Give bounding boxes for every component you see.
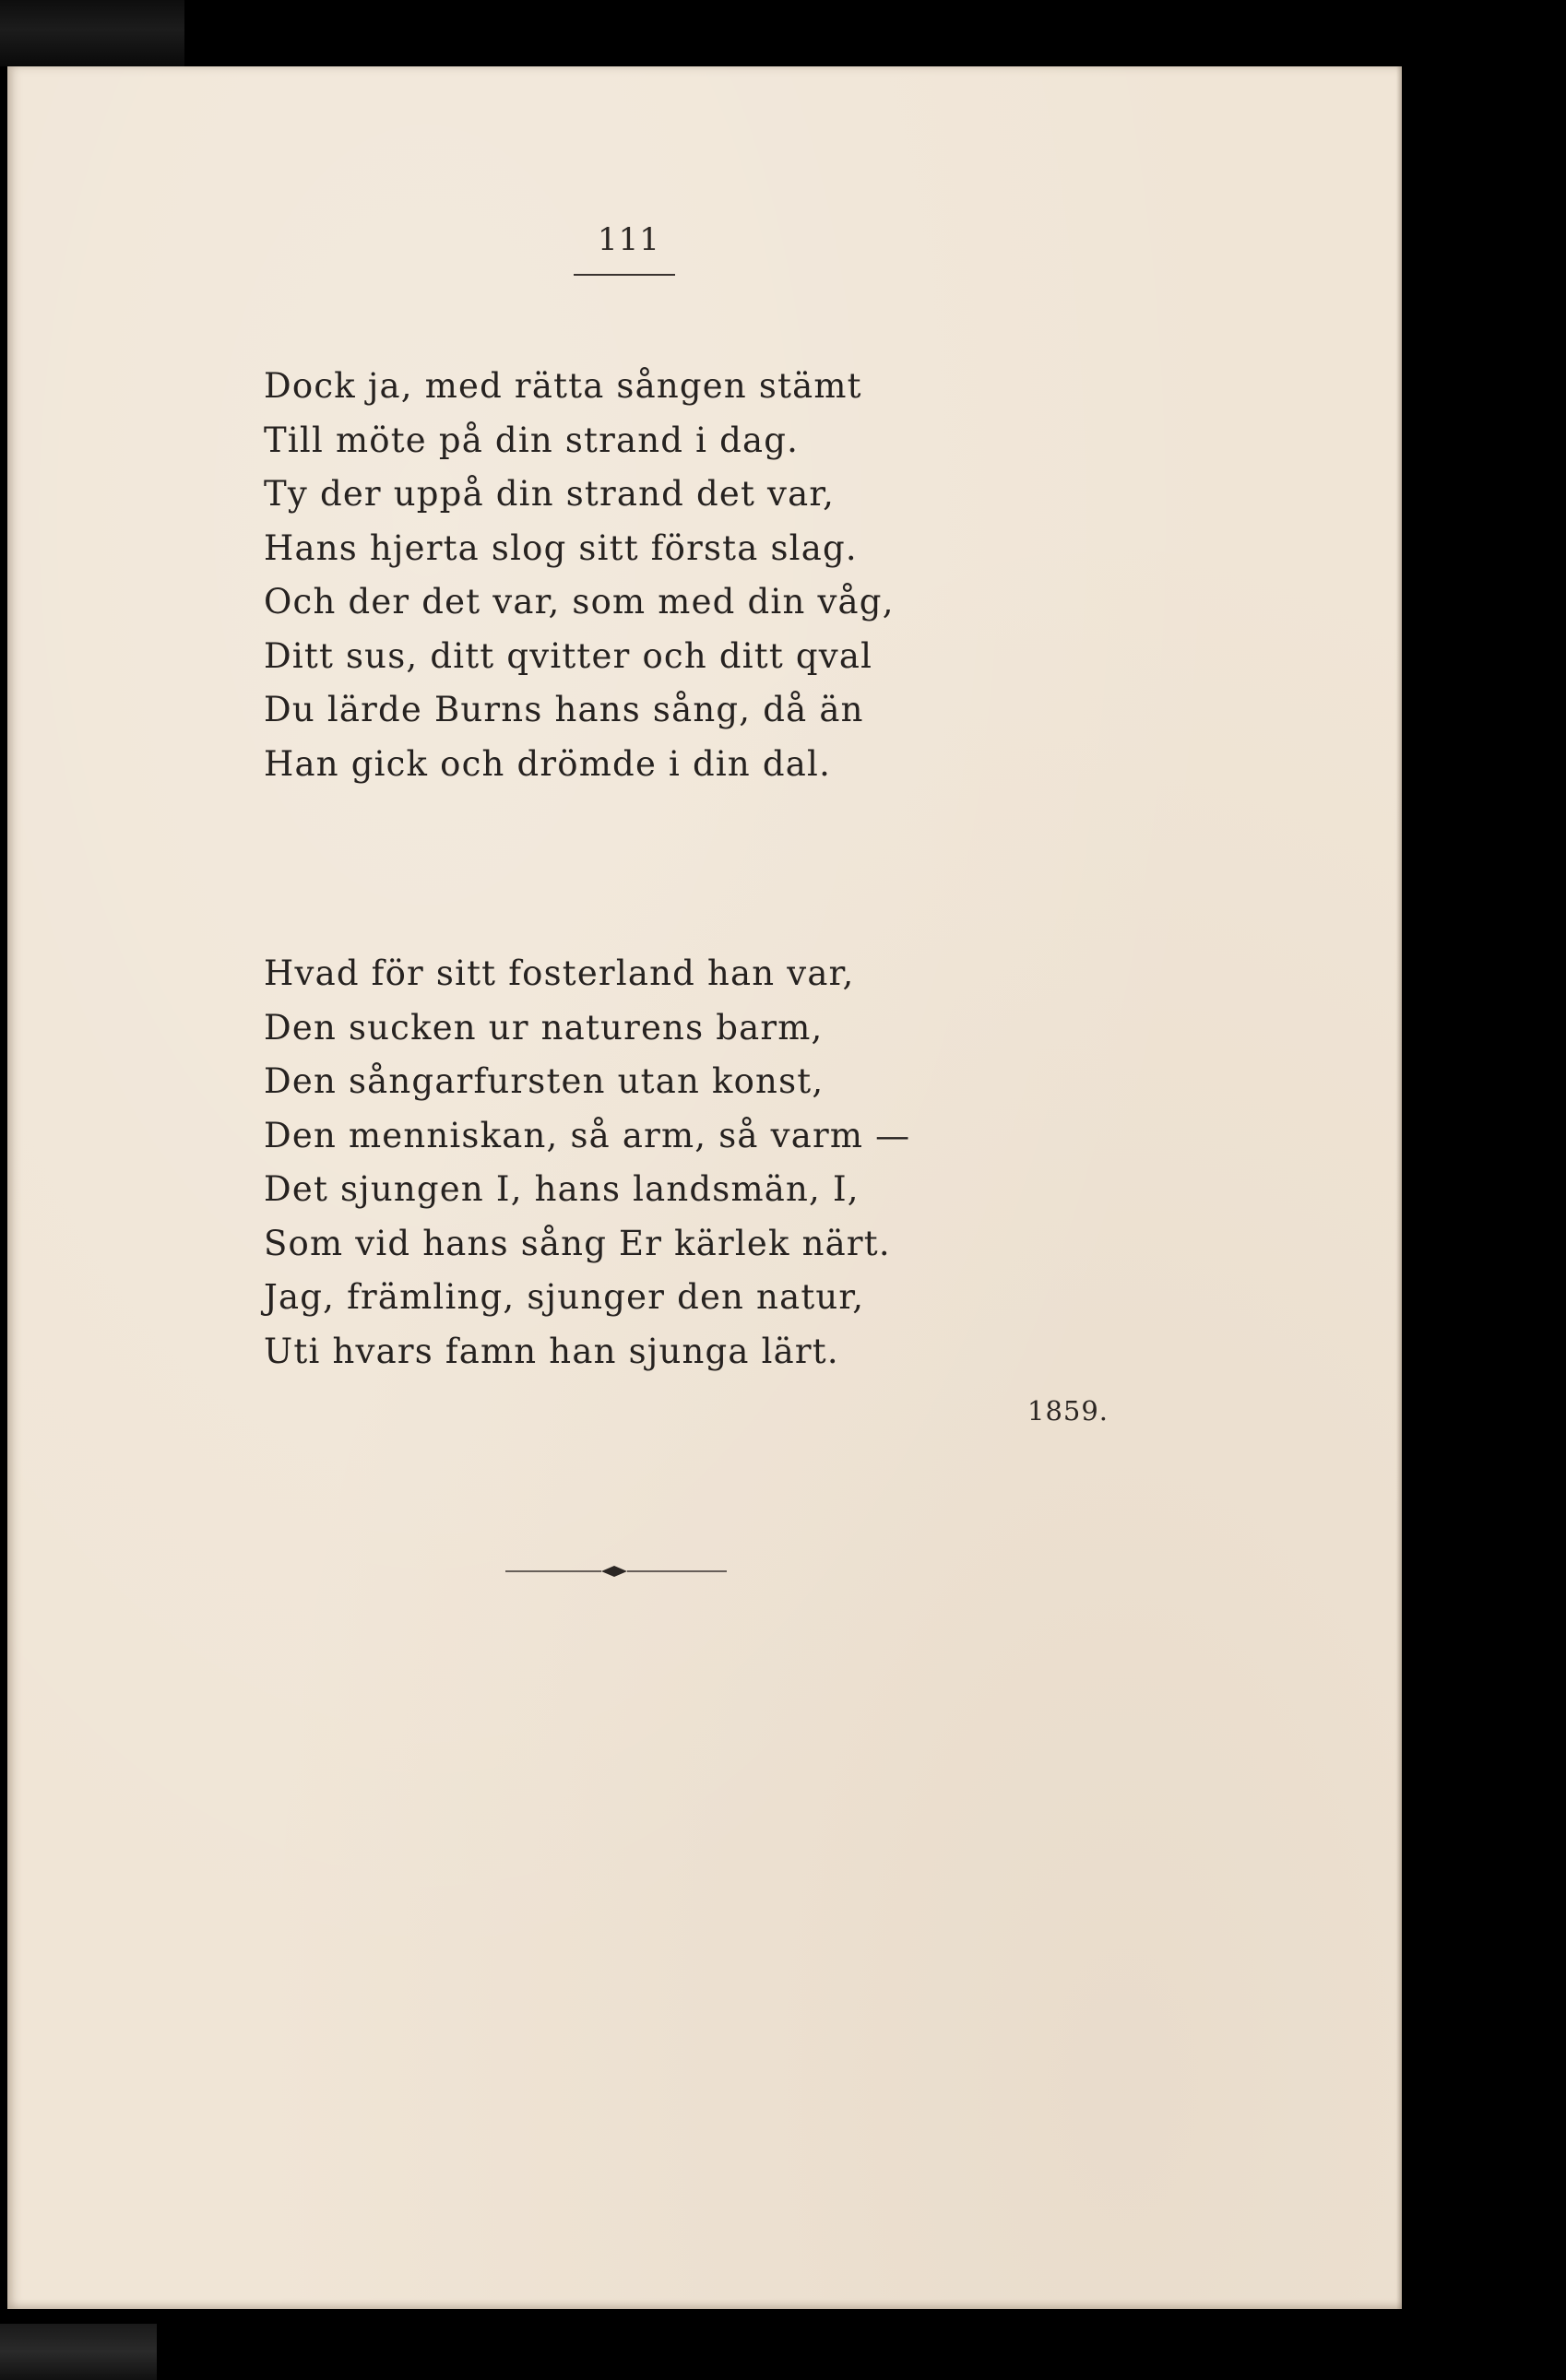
stanza-1 <box>264 360 895 791</box>
verse-line: Hvad för sitt fosterland han var, <box>264 953 855 993</box>
verse-line: Till möte på din strand i dag. <box>264 420 800 460</box>
verse-line: Den menniskan, så arm, så varm — <box>264 1115 911 1155</box>
page-number: 111 <box>598 221 660 258</box>
verse-line: Som vid hans sång Er kärlek närt. <box>264 1223 891 1263</box>
scan-border-bottom <box>0 2309 1566 2380</box>
verse-line: Och der det var, som med din våg, <box>264 582 895 622</box>
verse-line: Den sångarfursten utan konst, <box>264 1061 825 1101</box>
page-edge-shadow <box>1396 66 1402 2309</box>
verse-line: Han gick och drömde i din dal. <box>264 743 832 784</box>
verse-line: Dock ja, med rätta sången stämt <box>264 366 862 406</box>
verse-line: Ty der uppå din strand det var, <box>264 474 836 514</box>
stanza-2 <box>264 947 910 1379</box>
verse-line: Uti hvars famn han sjunga lärt. <box>264 1331 839 1371</box>
verse-line: Hans hjerta slog sitt första slag. <box>264 527 858 568</box>
verse-line: Jag, främling, sjunger den natur, <box>264 1277 865 1317</box>
verse-line: Ditt sus, ditt qvitter och ditt qval <box>264 635 873 676</box>
page-number-rule <box>574 274 675 276</box>
verse-line: Det sjungen I, hans landsmän, I, <box>264 1169 860 1209</box>
verse-line: Du lärde Burns hans sång, då än <box>264 690 864 729</box>
verse-line: Den sucken ur naturens barm, <box>264 1007 824 1048</box>
book-page <box>7 66 1402 2309</box>
scan-border-top <box>0 0 184 66</box>
diamond-rule-ornament-icon <box>505 1562 727 1581</box>
scan-border-mark <box>0 2324 157 2380</box>
date-signature: 1859. <box>1027 1395 1109 1427</box>
